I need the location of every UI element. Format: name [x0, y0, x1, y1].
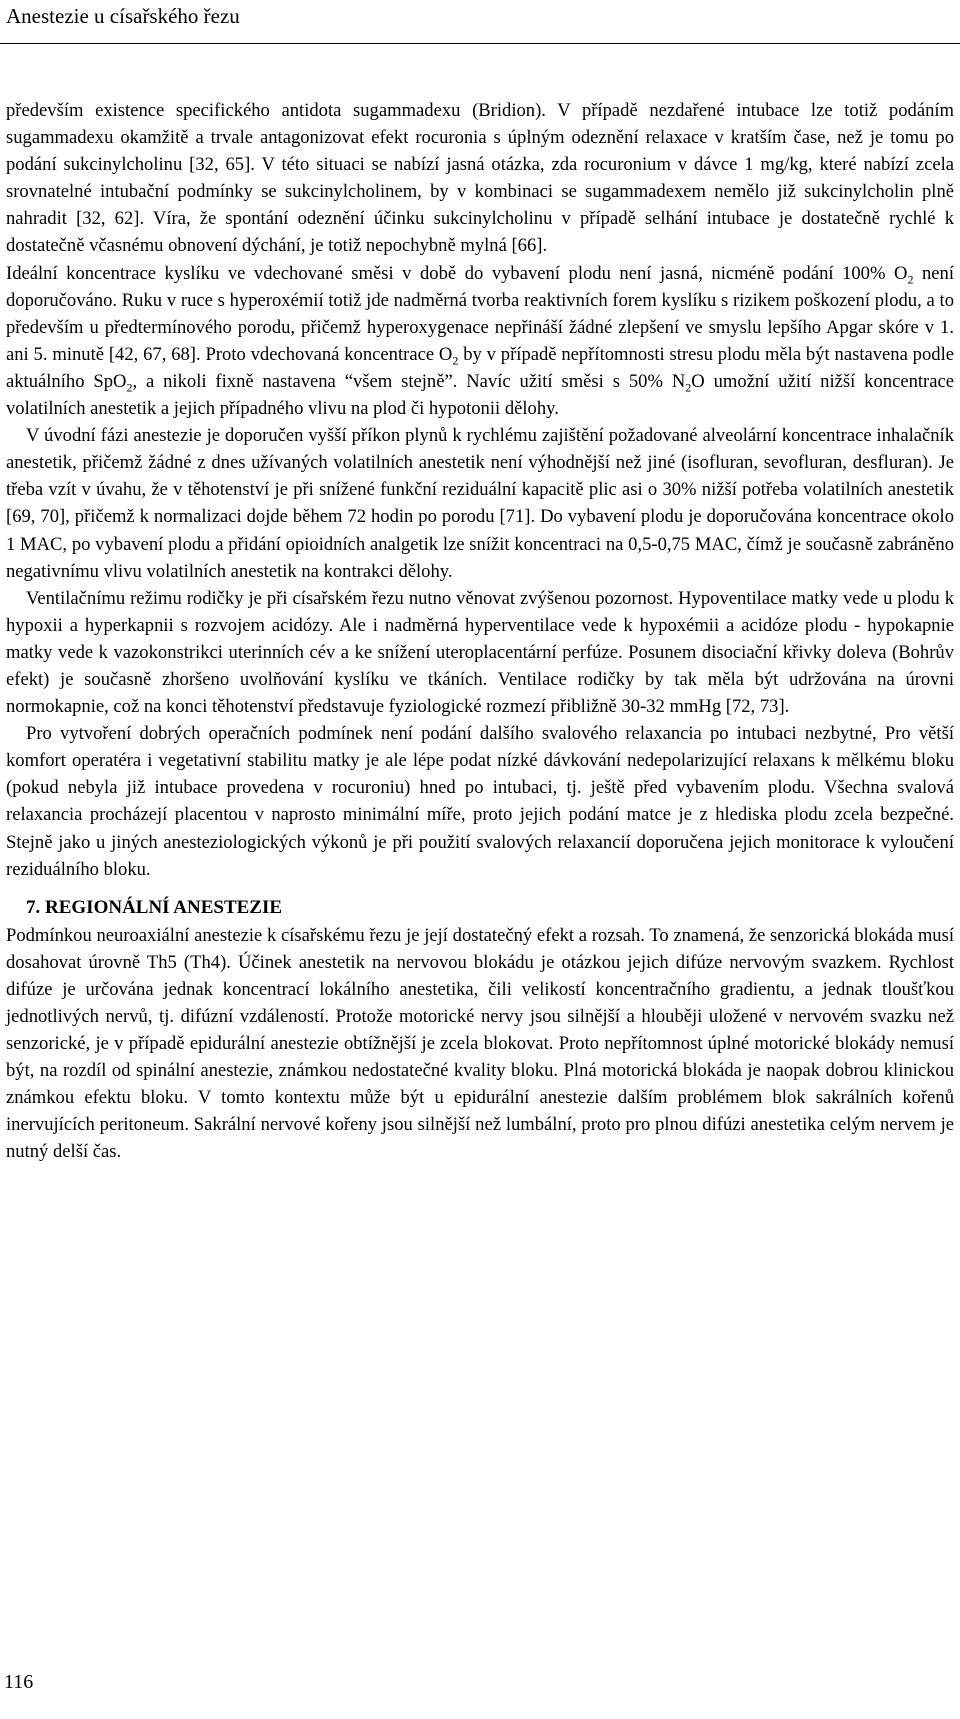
paragraph: [6, 260, 954, 423]
running-header: [0, 0, 960, 44]
paragraph: Podmínkou neuroaxiální anestezie k císařskému řezu je její dostatečný efekt a rozsah. To znamená, že senzorická blokáda musí dosahovat úrovně Th5 (Th4). Účinek anestetik na nervovou blokádu je otázkou jejich difúze nervovým svazkem. Rychlost difúze je určována jednak koncentrací lokálního anestetika, čili velikostí koncentračního gradientu, a jednak tloušťkou jednotlivých nervů, tj. difúzní vzdáleností. Protože motorické nervy jsou silnější a hlouběji uložené v nervovém svazku než senzorické, je v případě epidurální anestezie obtížnější je zcela blokovat. Proto nepřítomnost úplné motorické blokády nemusí být, na rozdíl od spinální anestezie, známkou nedostatečné kvality bloku. Plná motorická blokáda je naopak dobrou klinickou známkou efektu bloku. V tomto kontextu může být u epidurální anestezie dalším problémem blok sakrálních kořenů inervujících peritoneum. Sakrální nervové kořeny jsou silnější než lumbální, proto pro plnou difúzi anestetika celým nervem je nutný delší čas.: [6, 924, 954, 1163]
text-run: O umožní užití nižší koncentrace volatilních anestetik a jejich případného vlivu na plod či hypotonii dělohy.: [6, 370, 954, 420]
header-title: Anestezie u císařského řezu: [6, 4, 240, 28]
paragraph: V úvodní fázi anestezie je doporučen vyšší příkon plynů k rychlému zajištění požadované alveolární koncentrace inhalačník anestetik, přičemž žádné z dnes užívaných volatilních anestetik není výhodnější než jiné (isofluran, sevofluran, desfluran). Je třeba vzít v úvahu, že v těhotenství je při snížené funkční reziduální kapacitě plic asi o 30% nižší potřeba volatilních anestetik [69, 70], přičemž k normalizaci dojde během 72 hodin po porodu [71]. Do vybavení plodu je doporučována koncentrace okolo 1 MAC, po vybavení plodu a přidání opioidních analgetik lze snížit koncentraci na 0,5-0,75 MAC, čímž je současně zabráněno negativnímu vlivu volatilních anestetik na kontrakci dělohy.: [6, 425, 954, 582]
section-heading: 7. REGIONÁLNÍ ANESTEZIE: [26, 896, 283, 918]
document-body: [6, 97, 954, 1166]
paragraph: Pro vytvoření dobrých operačních podmínek není podání dalšího svalového relaxancia po intubaci nezbytné, Pro větší komfort operatéra i vegetativní stabilitu matky je ale lépe podat nízké dávkování nedepolarizující relaxans k mělkému bloku (pokud nebyla již intubace provedena v rocuroniu) hned po intubaci, tj. ještě před vybavením plodu. Všechna svalová relaxancia procházejí placentou v naprosto minimální míře, proto jejich podání matce je z hlediska plodu zcela bezpečné. Stejně jako u jiných anesteziologických výkonů je při použití svalových relaxancií doporučena jejich monitorace k vyloučení reziduálního bloku.: [6, 723, 954, 880]
text-run: by v případě nepřítomnosti stresu plodu měla být nastavena podle aktuálního SpO: [6, 343, 954, 392]
subscript: 2: [126, 380, 133, 395]
subscript: 2: [907, 272, 914, 287]
text-run: , a nikoli fixně nastavena “všem stejně”. Navíc užití směsi s 50% N: [132, 370, 686, 392]
paragraph: především existence specifického antidota sugammadexu (Bridion). V případě nezdařené intubace lze totiž podáním sugammadexu okamžitě a trvale antagonizovat efekt rocuronia s úplným odeznění relaxace v kratším čase, než je tomu po podání sukcinylcholinu [32, 65]. V této situaci se nabízí jasná otázka, zda rocuronium v dávce 1 mg/kg, které nabízí zcela srovnatelné intubační podmínky se sukcinylcholinem, by v kombinaci se sugammadexem nemělo již sukcinylcholin plně nahradit [32, 62]. Víra, že spontání odeznění účinku sukcinylcholinu v případě selhání intubace je dostatečně rychlé k dostatečně včasnému obnovení dýchání, je totiž nepochybně mylná [66].: [6, 100, 954, 257]
subscript: 2: [685, 380, 692, 395]
paragraph: Ventilačnímu režimu rodičky je při císařském řezu nutno věnovat zvýšenou pozornost. Hypoventilace matky vede u plodu k hypoxii a hyperkapnii s rozvojem acidózy. Ale i nadměrná hyperventilace vede k hypoxémii a acidóze plodu - hypokapnie matky vede k vazokonstrikci uterinních cév a ke snížení uteroplacentární perfúze. Posunem disociační křivky doleva (Bohrův efekt) je současně zhoršeno uvolňování kyslíku ve tkáních. Ventilace rodičky by tak měla být udržována na úrovni normokapnie, což na konci těhotenství představuje fyziologické rozmezí přibližně 30-32 mmHg [72, 73].: [6, 587, 954, 718]
page-number: 116: [4, 1671, 34, 1693]
subscript: 2: [452, 353, 459, 368]
text-run: není doporučováno. Ruku v ruce s hyperoxémií totiž jde nadměrná tvorba reaktivních forem kyslíku s rizikem poškození plodu, a to především u předtermínového porodu, přičemž hyperoxygenace nepřináší žádné zlepšení ve smyslu lepšího Apgar skóre v 1. ani 5. minutě [42, 67, 68]. Proto vdechovaná koncentrace O: [6, 262, 954, 365]
text-run: Ideální koncentrace kyslíku ve vdechované směsi v době do vybavení plodu není jasná, nicméně podání 100% O: [6, 262, 908, 284]
